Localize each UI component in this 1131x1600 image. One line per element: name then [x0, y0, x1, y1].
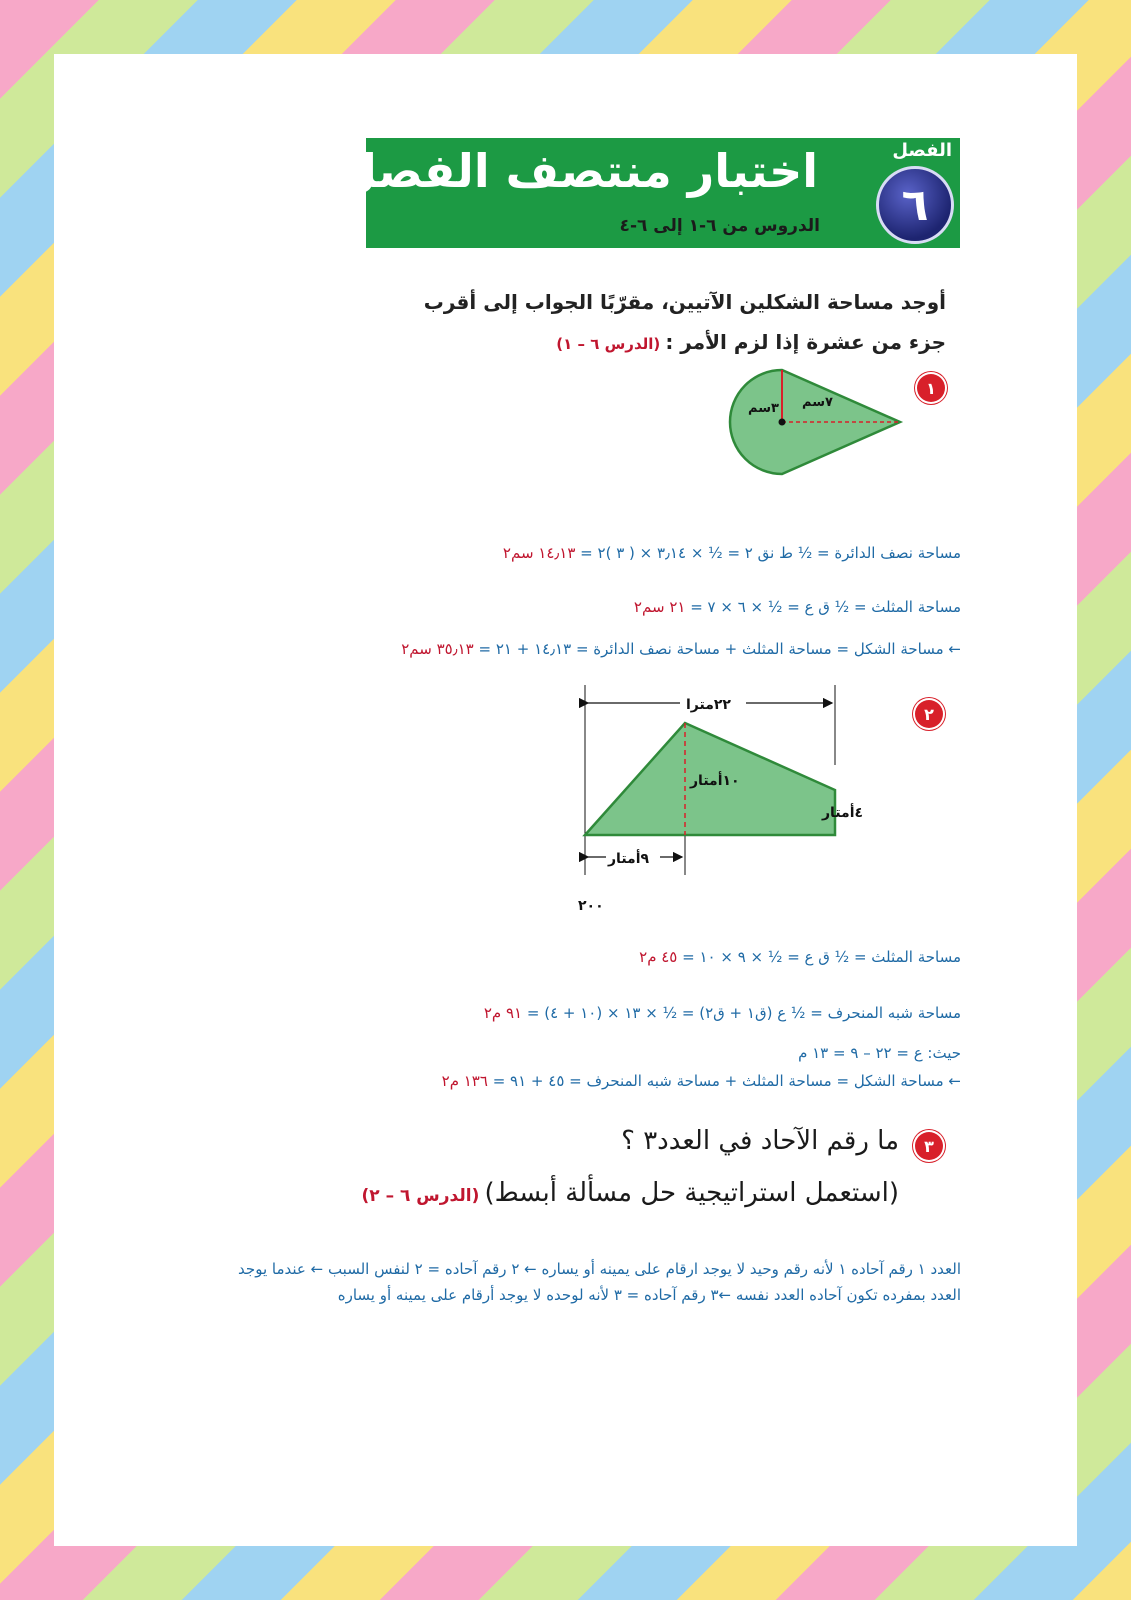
q1-sol1-result: ١٤٫١٣ سم٢ [502, 544, 576, 562]
stray-number: ٢٠٠ [578, 898, 604, 914]
q3-hint: (استعمل استراتيجية حل مسألة أبسط) [484, 1178, 899, 1208]
question-3-badge: ٣ [915, 1132, 943, 1160]
q2-sol2-result: ٩١ م٢ [483, 1004, 523, 1022]
q2-solution-2 [484, 1004, 961, 1022]
q2-figure [570, 685, 900, 875]
q2-solution-3: حيث: ع = ٢٢ – ٩ = ١٣ م [798, 1044, 961, 1062]
q2-sol1-text: مساحة المثلث = ½ ق ع = ½ × ٩ × ١٠ = [677, 948, 961, 966]
question-2-badge: ٢ [915, 700, 943, 728]
q2-sol4-text: ← مساحة الشكل = مساحة المثلث + مساحة شبه المنحرف = ٤٥ + ٩١ = [487, 1072, 961, 1090]
q1-sol1-text: مساحة نصف الدائرة = ½ ط نق ٢ = ½ × ٣٫١٤ × ( ٣ )٢ = [575, 544, 961, 562]
q2-solution-4 [442, 1072, 961, 1090]
intro-line-2-row [556, 330, 946, 354]
chapter-banner [337, 138, 960, 248]
q1-center-dot [779, 419, 786, 426]
intro-line-2: جزء من عشرة إذا لزم الأمر : [665, 330, 946, 354]
q1-sol3-text: ← مساحة الشكل = مساحة المثلث + مساحة نصف الدائرة = ١٤٫١٣ + ٢١ = [473, 640, 961, 658]
q2-label-height: ١٠أمتار [690, 773, 740, 789]
q2-sol2-text: مساحة شبه المنحرف = ½ ع (ق١ + ق٢) = ½ × ١٣ × (١٠ + ٤) = [522, 1004, 961, 1022]
q2-label-base: ٩أمتار [608, 851, 650, 867]
q1-sol3-result: ٣٥٫١٣ سم٢ [401, 640, 474, 658]
q1-sol2-result: ٢١ سم٢ [633, 598, 686, 616]
banner-title: اختبار منتصف الفصل [337, 144, 818, 198]
q1-label-radius: ٣سم [748, 401, 779, 416]
intro-lesson-ref: (الدرس ٦ – ١) [556, 335, 661, 353]
q1-solution-2 [634, 598, 961, 616]
q1-figure [720, 360, 910, 480]
q3-question: ما رقم الآحاد في العدد٣ ؟ [621, 1126, 899, 1156]
worksheet-page [54, 54, 1077, 1546]
q1-label-height: ٧سم [802, 395, 833, 410]
banner-subtitle: الدروس من ٦-١ إلى ٦-٤ [619, 216, 820, 236]
q2-sol1-result: ٤٥ م٢ [639, 948, 678, 966]
q3-hint-row [361, 1178, 899, 1208]
q3-lesson-ref: (الدرس ٦ – ٢) [361, 1186, 480, 1206]
chapter-number-badge: ٦ [876, 166, 954, 244]
q1-solution-3 [401, 640, 961, 658]
q1-solution-1 [503, 544, 961, 562]
q2-sol4-result: ١٣٦ م٢ [441, 1072, 488, 1090]
q1-sol2-text: مساحة المثلث = ½ ق ع = ½ × ٦ × ٧ = [685, 598, 961, 616]
chapter-label: الفصل [892, 140, 952, 161]
intro-line-1: أوجد مساحة الشكلين الآتيين، مقرّبًا الجواب إلى أقرب [423, 290, 946, 314]
question-1-badge: ١ [917, 374, 945, 402]
q2-label-side: ٤أمتار [822, 805, 864, 821]
q2-label-top: ٢٢مترا [686, 697, 731, 713]
q3-answer: العدد ١ رقم آحاده ١ لأنه رقم وحيد لا يوجد ارقام على يمينه أو يساره ← ٢ رقم آحاده = ٢ لنفس السبب ← عندما يوجد العدد بمفرده تكون آحاده العدد نفسه ←٣ رقم آحاده = ٣ لأنه لوحده لا يوجد أرقام على يمينه أو يساره [238, 1260, 961, 1304]
q2-solution-1 [639, 948, 961, 966]
